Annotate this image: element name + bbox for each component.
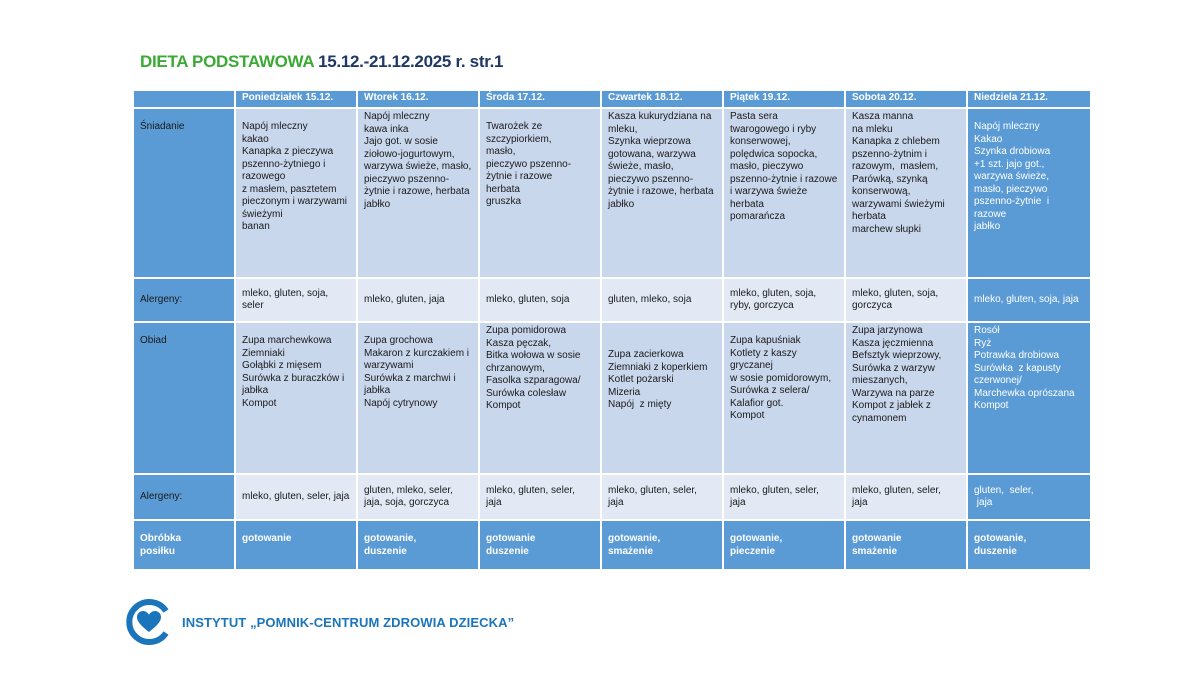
allergens-lunch-wednesday <box>479 474 601 520</box>
lunch-thursday-text: Zupa zacierkowa Ziemniaki z koperkiem Kotlet pożarski Mizeria Napój z mięty <box>608 349 708 410</box>
allergens-lunch-tuesday-text: gluten, mleko, seler, jaja, soja, gorczyca <box>364 484 453 508</box>
lunch-thursday <box>601 322 723 474</box>
preparation-tuesday-text: gotowanie, duszenie <box>364 533 417 557</box>
heart-circle-logo-icon <box>126 599 172 645</box>
breakfast-thursday <box>601 108 723 278</box>
allergens-breakfast-monday-text: mleko, gluten, soja, seler <box>242 287 331 311</box>
preparation-saturday <box>845 520 967 570</box>
allergens-breakfast-saturday <box>845 278 967 322</box>
lunch-label <box>133 322 235 474</box>
preparation-label-text <box>140 523 228 558</box>
lunch-monday <box>235 322 357 474</box>
institute-name: INSTYTUT „POMNIK-CENTRUM ZDROWIA DZIECKA” <box>182 614 515 630</box>
allergens-lunch-row <box>133 474 1091 520</box>
lunch-sunday-text: Rosół Ryż Potrawka drobiowa Surówka z kapusty czerwonej/ Marchewka oprószana Kompot <box>974 325 1075 411</box>
day-header-tuesday: Wtorek 16.12. <box>357 90 479 108</box>
allergens-breakfast-friday <box>723 278 845 322</box>
breakfast-saturday-text: Kasza manna na mleku Kanapka z chlebem pszenno-żytnim i razowym, masłem, Parówką, szynką konserwową, warzywami świeżymi herbata marchew słupki <box>852 111 945 235</box>
preparation-sunday-text: gotowanie, duszenie <box>974 533 1027 557</box>
allergens-lunch-sunday <box>967 474 1091 520</box>
allergens-breakfast-sunday <box>967 278 1091 322</box>
page-title-bold: DIETA PODSTAWOWA <box>140 52 314 71</box>
lunch-monday-text: Zupa marchewkowa Ziemniaki Gołąbki z mięsem Surówka z buraczków i jabłka Kompot <box>242 335 345 409</box>
breakfast-tuesday <box>357 108 479 278</box>
day-header-wednesday: Środa 17.12. <box>479 90 601 108</box>
day-header-sunday: Niedziela 21.12. <box>967 90 1091 108</box>
breakfast-monday <box>235 108 357 278</box>
page-title <box>140 52 503 72</box>
preparation-thursday-text: gotowanie, smażenie <box>608 533 661 557</box>
preparation-label-line1: Obróbka <box>140 533 182 544</box>
allergens-lunch-tuesday <box>357 474 479 520</box>
lunch-sunday <box>967 322 1091 474</box>
days-header-row <box>133 90 1091 108</box>
lunch-wednesday <box>479 322 601 474</box>
lunch-tuesday-text: Zupa grochowa Makaron z kurczakiem i warzywami Surówka z marchwi i jabłka Napój cytrynowy <box>364 335 470 409</box>
breakfast-thursday-text: Kasza kukurydziana na mleku, Szynka wieprzowa gotowana, warzywa świeże, masło, pieczywo pszenno-żytnie i razowe, herbata jabłko <box>608 111 714 210</box>
allergens-lunch-monday-text: mleko, gluten, seler, jaja <box>242 490 350 502</box>
breakfast-monday-text: Napój mleczny kakao Kanapka z pieczywa pszenno-żytniego i razowego z masłem, pasztetem pieczonym i warzywami świeżymi banan <box>242 121 348 232</box>
allergens-lunch-wednesday-text: mleko, gluten, seler, jaja <box>486 484 575 508</box>
breakfast-friday <box>723 108 845 278</box>
allergens-breakfast-tuesday <box>357 278 479 322</box>
day-header-saturday: Sobota 20.12. <box>845 90 967 108</box>
preparation-label <box>133 520 235 570</box>
preparation-friday-text: gotowanie, pieczenie <box>730 533 783 557</box>
breakfast-wednesday <box>479 108 601 278</box>
preparation-wednesday <box>479 520 601 570</box>
allergens-breakfast-label: Alergeny: <box>133 278 235 322</box>
lunch-friday <box>723 322 845 474</box>
allergens-breakfast-tuesday-text: mleko, gluten, jaja <box>364 293 445 305</box>
preparation-monday-text: gotowanie <box>242 533 292 544</box>
allergens-lunch-saturday-text: mleko, gluten, seler, jaja <box>852 484 941 508</box>
breakfast-tuesday-text: Napój mleczny kawa inka Jajo got. w sosie ziołowo-jogurtowym, warzywa świeże, masło, pieczywo pszenno-żytnie i razowe, herbata jabłko <box>364 111 472 210</box>
allergens-lunch-label: Alergeny: <box>133 474 235 520</box>
breakfast-label <box>133 108 235 278</box>
allergens-lunch-friday <box>723 474 845 520</box>
day-header-thursday: Czwartek 18.12. <box>601 90 723 108</box>
lunch-wednesday-text: Zupa pomidorowa Kasza pęczak, Bitka wołowa w sosie chrzanowym, Fasolka szparagowa/ Surówka colesław Kompot <box>486 325 581 411</box>
allergens-breakfast-friday-text: mleko, gluten, soja, ryby, gorczyca <box>730 287 817 311</box>
breakfast-wednesday-text: Twarożek ze szczypiorkiem, masło, pieczywo pszenno-żytnie i razowe herbata gruszka <box>486 121 572 207</box>
allergens-breakfast-sunday-text: mleko, gluten, soja, jaja <box>974 293 1079 305</box>
day-header-friday: Piątek 19.12. <box>723 90 845 108</box>
day-header-monday: Poniedziałek 15.12. <box>235 90 357 108</box>
allergens-lunch-thursday-text: mleko, gluten, seler, jaja <box>608 484 697 508</box>
allergens-breakfast-monday <box>235 278 357 322</box>
allergens-breakfast-thursday-text: gluten, mleko, soja <box>608 293 692 305</box>
breakfast-sunday <box>967 108 1091 278</box>
header-corner-cell <box>133 90 235 108</box>
allergens-breakfast-wednesday <box>479 278 601 322</box>
institute-logo <box>126 600 514 644</box>
preparation-label-line2: posiłku <box>140 545 176 557</box>
preparation-friday <box>723 520 845 570</box>
allergens-breakfast-row <box>133 278 1091 322</box>
lunch-friday-text: Zupa kapuśniak Kotlety z kaszy gryczanej w sosie pomidorowym, Surówka z selera/ Kalafior got. Kompot <box>730 335 832 421</box>
breakfast-row <box>133 108 1091 278</box>
page-title-dates: 15.12.-21.12.2025 r. str.1 <box>313 52 504 71</box>
allergens-lunch-thursday <box>601 474 723 520</box>
allergens-breakfast-wednesday-text: mleko, gluten, soja <box>486 293 570 305</box>
lunch-tuesday <box>357 322 479 474</box>
diet-menu-table <box>132 89 1092 571</box>
breakfast-friday-text: Pasta sera twarogowego i ryby konserwowej, polędwica sopocka, masło, pieczywo pszenno-żytnie i razowe i warzywa świeże herbata pomarańcza <box>730 111 838 222</box>
allergens-lunch-monday <box>235 474 357 520</box>
lunch-row <box>133 322 1091 474</box>
breakfast-saturday <box>845 108 967 278</box>
allergens-breakfast-saturday-text: mleko, gluten, soja, gorczyca <box>852 287 939 311</box>
lunch-saturday <box>845 322 967 474</box>
allergens-lunch-sunday-text: gluten, seler, jaja <box>974 484 1034 508</box>
preparation-sunday <box>967 520 1091 570</box>
preparation-monday <box>235 520 357 570</box>
allergens-lunch-saturday <box>845 474 967 520</box>
allergens-lunch-friday-text: mleko, gluten, seler, jaja <box>730 484 819 508</box>
preparation-thursday <box>601 520 723 570</box>
breakfast-sunday-text: Napój mleczny Kakao Szynka drobiowa +1 szt. jajo got., warzywa świeże, masło, pieczywo pszenno-żytnie i razowe jabłko <box>974 121 1051 232</box>
preparation-tuesday <box>357 520 479 570</box>
allergens-breakfast-thursday <box>601 278 723 322</box>
lunch-label-text: Obiad <box>140 335 167 346</box>
preparation-row <box>133 520 1091 570</box>
preparation-saturday-text: gotowanie smażenie <box>852 533 902 557</box>
lunch-saturday-text: Zupa jarzynowa Kasza jęczmienna Befsztyk wieprzowy, Surówka z warzyw mieszanych, Warzywa na parze Kompot z jabłek z cynamonem <box>852 325 942 424</box>
breakfast-label-text: Śniadanie <box>140 121 185 132</box>
preparation-wednesday-text: gotowanie duszenie <box>486 533 536 557</box>
